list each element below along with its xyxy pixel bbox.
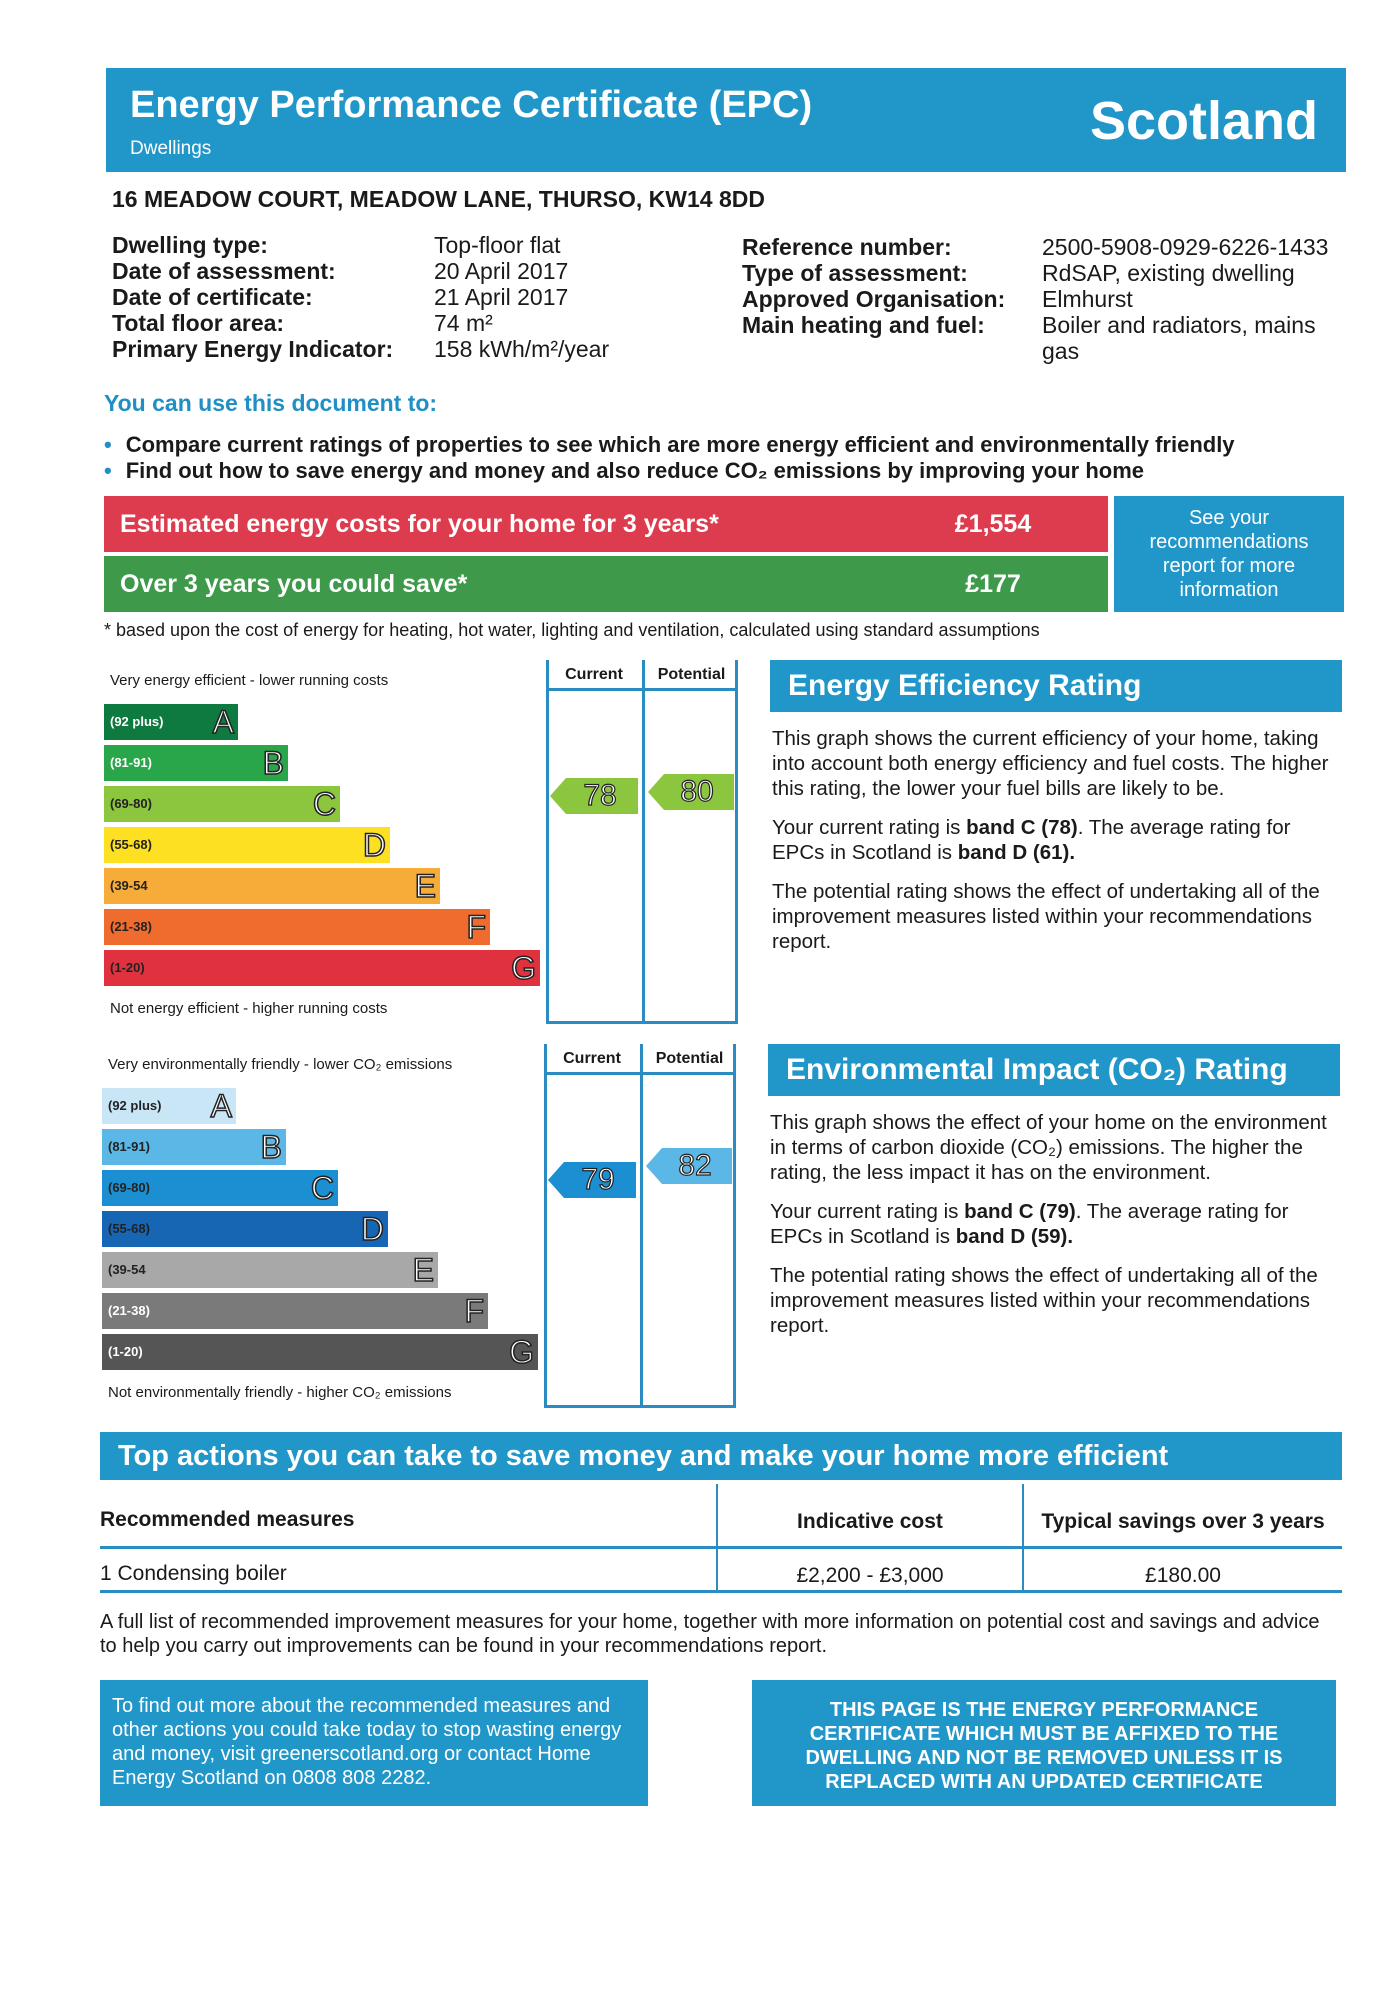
env-current-value: 79 bbox=[581, 1163, 615, 1196]
band-letter: B bbox=[260, 1129, 282, 1165]
estimated-cost-label: Estimated energy costs for your home for 3 years* bbox=[104, 496, 888, 552]
band-a bbox=[104, 704, 238, 740]
band-e bbox=[102, 1252, 438, 1288]
band-range: (55-68) bbox=[108, 1221, 150, 1236]
band-range: (69-80) bbox=[108, 1180, 150, 1195]
band-c bbox=[102, 1170, 338, 1206]
bullet-item: • Compare current ratings of properties to see which are more energy efficient and environmentally friendly bbox=[104, 432, 1235, 457]
see-recommendations-box: See your recommendations report for more information bbox=[1114, 496, 1344, 612]
chart-bottom-caption: Not energy efficient - higher running costs bbox=[110, 1000, 388, 1017]
detail-value: RdSAP, existing dwelling bbox=[1042, 260, 1295, 286]
col-current: Current bbox=[565, 666, 623, 683]
band-letter: F bbox=[464, 1293, 484, 1329]
chart-top-caption: Very environmentally friendly - lower CO₂ emissions bbox=[108, 1056, 453, 1073]
band-range: (92 plus) bbox=[108, 1098, 162, 1113]
energy-chart bbox=[102, 660, 738, 1024]
band-e bbox=[104, 868, 440, 904]
env-chart bbox=[100, 1044, 736, 1408]
env-current-arrow bbox=[548, 1162, 636, 1196]
chart-bottom-caption: Not environmentally friendly - higher CO₂ emissions bbox=[108, 1384, 452, 1401]
detail-value: Elmhurst bbox=[1042, 286, 1133, 312]
cost-cell: £2,200 - £3,000 bbox=[796, 1564, 944, 1587]
band-letter: D bbox=[362, 827, 386, 863]
band-range: (39-54 bbox=[108, 1262, 146, 1277]
col-potential: Potential bbox=[655, 1050, 724, 1067]
band-range: (21-38) bbox=[108, 1303, 150, 1318]
detail-value: 2500-5908-0929-6226-1433 bbox=[1042, 234, 1329, 260]
epc-title: Energy Performance Certificate (EPC) bbox=[130, 84, 813, 126]
band-letter: E bbox=[414, 868, 436, 904]
band-range: (69-80) bbox=[110, 796, 152, 811]
band-d bbox=[102, 1211, 388, 1247]
epc-subtitle: Dwellings bbox=[130, 138, 212, 159]
band-range: (1-20) bbox=[108, 1344, 143, 1359]
detail-value: Boiler and radiators, mains gas bbox=[1042, 312, 1316, 364]
detail-label: Main heating and fuel: bbox=[742, 312, 985, 338]
band-f bbox=[104, 909, 490, 945]
property-address: 16 MEADOW COURT, MEADOW LANE, THURSO, KW14 8DD bbox=[112, 186, 765, 212]
bullet-item: • Find out how to save energy and money and also reduce CO₂ emissions by improving your home bbox=[104, 458, 1145, 483]
band-b bbox=[104, 745, 288, 781]
band-letter: G bbox=[509, 1334, 534, 1370]
env-rating-title: Environmental Impact (CO₂) Rating bbox=[768, 1044, 1340, 1096]
certificate-notice-box: THIS PAGE IS THE ENERGY PERFORMANCE CERTIFICATE WHICH MUST BE AFFIXED TO THE DWELLING AND NOT BE REMOVED UNLESS IT IS REPLACED WITH AN UPDATED CERTIFICATE bbox=[752, 1680, 1336, 1806]
measure-cell: 1 Condensing boiler bbox=[100, 1562, 287, 1585]
band-g bbox=[104, 950, 540, 986]
energy-current-arrow bbox=[550, 778, 638, 812]
cost-footnote: * based upon the cost of energy for heating, hot water, lighting and ventilation, calculated using standard assumptions bbox=[104, 620, 1040, 640]
detail-label: Type of assessment: bbox=[742, 260, 968, 286]
band-letter: G bbox=[511, 950, 536, 986]
chart-top-caption: Very energy efficient - lower running costs bbox=[110, 672, 389, 689]
band-letter: A bbox=[210, 1088, 232, 1124]
band-range: (1-20) bbox=[110, 960, 145, 975]
use-heading: You can use this document to: bbox=[104, 390, 438, 416]
band-range: (39-54 bbox=[110, 878, 148, 893]
band-f bbox=[102, 1293, 488, 1329]
band-letter: C bbox=[312, 786, 336, 822]
actions-title: Top actions you can take to save money and make your home more efficient bbox=[100, 1432, 1342, 1480]
energy-current-value: 78 bbox=[583, 779, 617, 812]
band-c bbox=[104, 786, 340, 822]
region-label: Scotland bbox=[1089, 91, 1318, 151]
band-letter: D bbox=[360, 1211, 384, 1247]
env-rating-text: This graph shows the effect of your home on the environment in terms of carbon dioxide (CO₂) emissions. The higher the rating, the less impact it has on the environment. Your current rating is band C (79). The average rating for EPCs in Scotland is band D (59). The potential rating shows the effect of undertaking all of the improvement measures listed within your recommendations report. bbox=[770, 1111, 1327, 1337]
actions-note: A full list of recommended improvement measures for your home, together with more information on potential cost and savings and advice to help you carry out improvements can be found in your recommendations report. bbox=[100, 1611, 1320, 1657]
energy-potential-arrow bbox=[648, 774, 734, 808]
env-potential-arrow bbox=[646, 1148, 732, 1182]
col-measures: Recommended measures bbox=[100, 1508, 355, 1531]
col-savings: Typical savings over 3 years bbox=[1041, 1510, 1325, 1533]
actions-table bbox=[100, 1484, 1342, 1594]
save-value: £177 bbox=[878, 556, 1108, 612]
band-letter: F bbox=[466, 909, 486, 945]
more-info-box: To find out more about the recommended measures and other actions you could take today to stop wasting energy and money, visit greenerscotland.org or contact Home Energy Scotland on 0808 808 2282. bbox=[100, 1680, 648, 1806]
band-range: (55-68) bbox=[110, 837, 152, 852]
band-range: (21-38) bbox=[110, 919, 152, 934]
estimated-cost-value: £1,554 bbox=[878, 496, 1108, 552]
band-g bbox=[102, 1334, 538, 1370]
band-letter: A bbox=[212, 704, 234, 740]
band-range: (81-91) bbox=[110, 755, 152, 770]
save-label: Over 3 years you could save* bbox=[104, 556, 888, 612]
band-b bbox=[102, 1129, 286, 1165]
env-potential-value: 82 bbox=[678, 1149, 712, 1182]
col-potential: Potential bbox=[657, 666, 726, 683]
band-letter: B bbox=[262, 745, 284, 781]
energy-potential-value: 80 bbox=[680, 775, 714, 808]
saving-cell: £180.00 bbox=[1145, 1564, 1221, 1587]
epc-header bbox=[106, 68, 1346, 172]
detail-label: Approved Organisation: bbox=[742, 286, 1006, 312]
detail-label: Reference number: bbox=[742, 234, 952, 260]
band-letter: C bbox=[310, 1170, 334, 1206]
band-d bbox=[104, 827, 390, 863]
band-range: (81-91) bbox=[108, 1139, 150, 1154]
energy-rating-text: This graph shows the current efficiency of your home, taking into account both energy efficiency and fuel costs. The higher this rating, the lower your fuel bills are likely to be. Your current rating is band C (78). The average rating for EPCs in Scotland is band D (61). The potential rating shows the effect of undertaking all of the improvement measures listed within your recommendations report. bbox=[772, 727, 1329, 953]
col-cost: Indicative cost bbox=[797, 1510, 943, 1533]
band-letter: E bbox=[412, 1252, 434, 1288]
energy-rating-title: Energy Efficiency Rating bbox=[770, 660, 1342, 712]
band-range: (92 plus) bbox=[110, 714, 164, 729]
band-a bbox=[102, 1088, 236, 1124]
col-current: Current bbox=[563, 1050, 621, 1067]
